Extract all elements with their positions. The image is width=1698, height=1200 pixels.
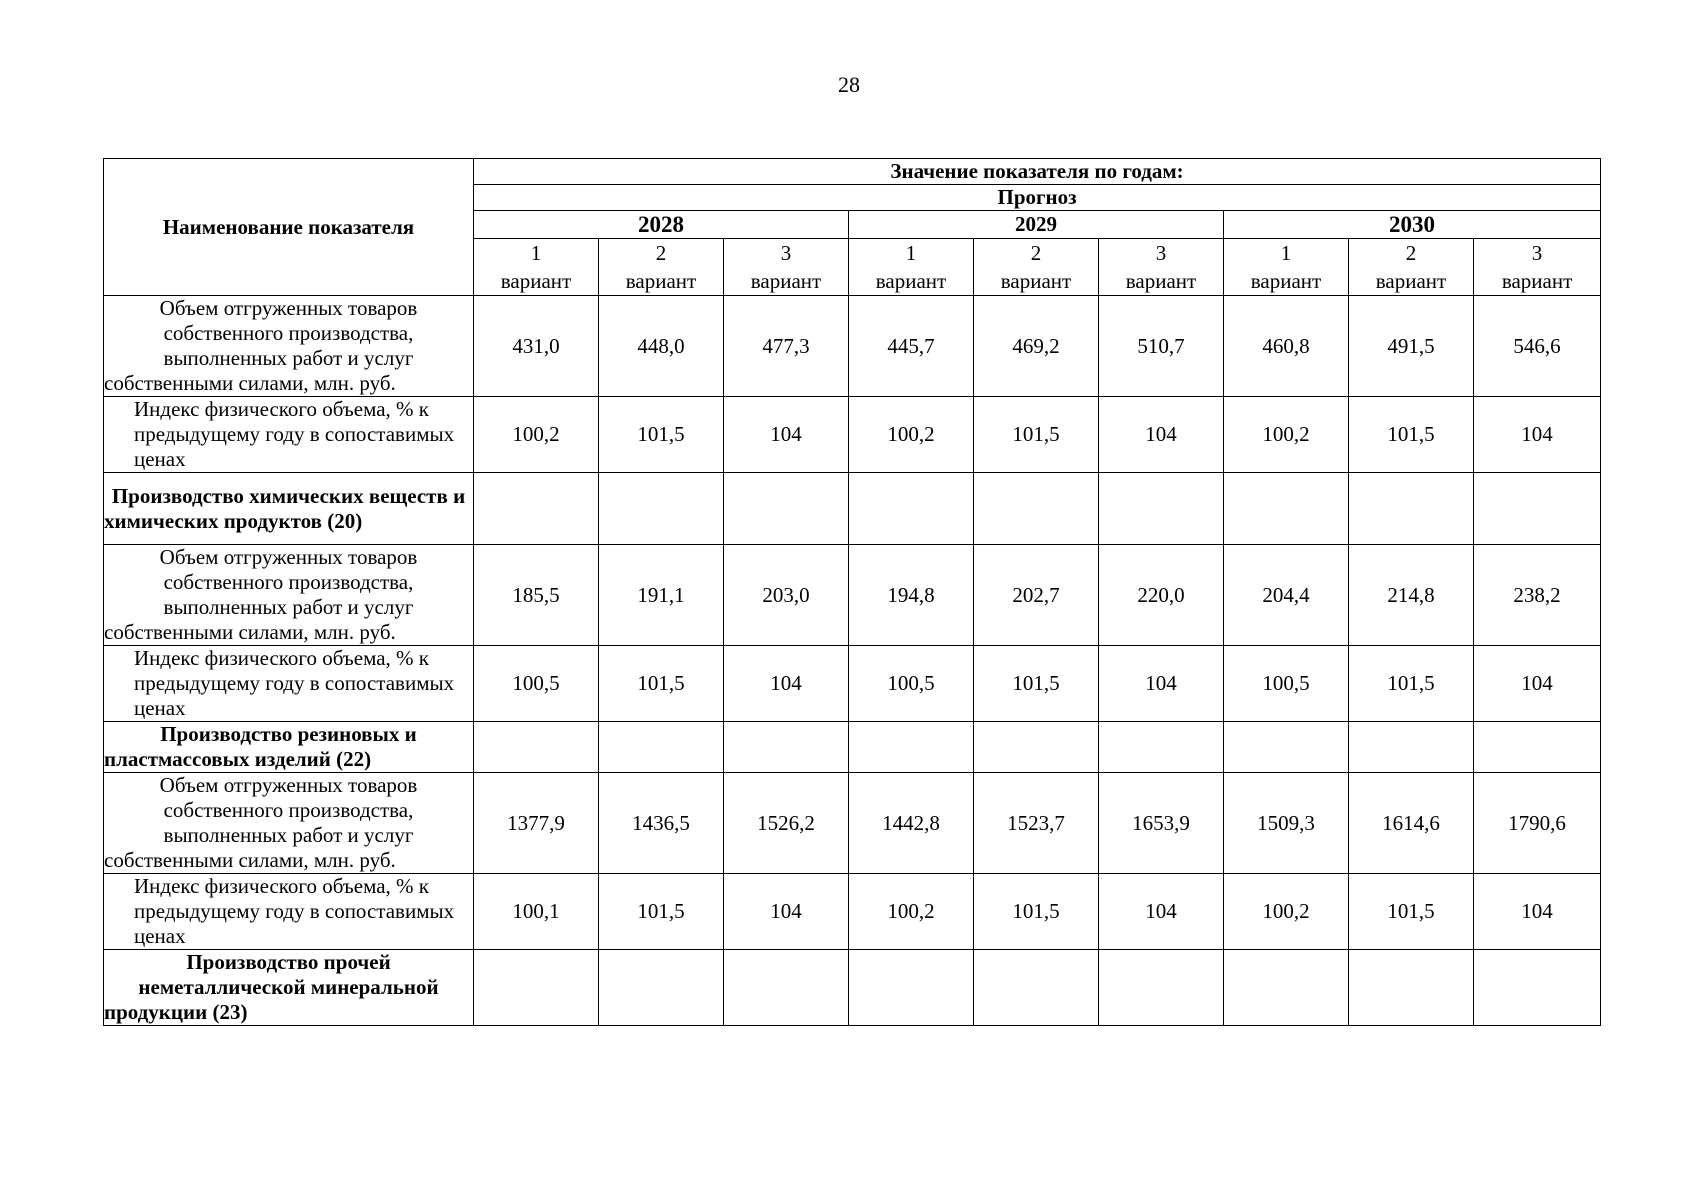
variant-header <box>599 239 724 296</box>
table-row <box>104 473 1601 545</box>
value-cell: 448,0 <box>599 296 724 397</box>
value-cell: 191,1 <box>599 545 724 646</box>
value-cell: 101,5 <box>974 646 1099 722</box>
table-row <box>104 646 1601 722</box>
section-name: Производство резиновых и пластмассовых изделий (22) <box>104 722 474 773</box>
variant-number: 2 <box>1030 241 1042 265</box>
value-cell: 100,2 <box>1224 874 1349 950</box>
variant-label: вариант <box>500 269 572 293</box>
value-cell: 100,2 <box>474 397 599 473</box>
variant-number: 2 <box>655 241 667 265</box>
value-cell <box>1349 473 1474 545</box>
value-cell: 214,8 <box>1349 545 1474 646</box>
variant-number: 1 <box>1280 241 1292 265</box>
indicator-name: Индекс физического объема, % к предыдущему году в сопоставимых ценах <box>104 646 474 722</box>
value-cell <box>599 950 724 1026</box>
value-cell <box>1099 473 1224 545</box>
value-cell: 104 <box>1099 397 1224 473</box>
value-cell: 460,8 <box>1224 296 1349 397</box>
values-by-year-header: Значение показателя по годам: <box>474 159 1601 185</box>
value-cell <box>1474 722 1601 773</box>
value-cell <box>1224 950 1349 1026</box>
value-cell: 101,5 <box>1349 874 1474 950</box>
variant-header <box>974 239 1099 296</box>
variant-label: вариант <box>750 269 822 293</box>
value-cell <box>1349 950 1474 1026</box>
value-cell: 104 <box>1474 874 1601 950</box>
table-row <box>104 296 1601 397</box>
value-cell: 104 <box>1474 397 1601 473</box>
value-cell: 202,7 <box>974 545 1099 646</box>
value-cell <box>599 722 724 773</box>
value-cell <box>974 473 1099 545</box>
variant-label: вариант <box>1125 269 1197 293</box>
value-cell: 1523,7 <box>974 773 1099 874</box>
value-cell: 491,5 <box>1349 296 1474 397</box>
value-cell <box>474 950 599 1026</box>
forecast-header: Прогноз <box>474 185 1601 211</box>
value-cell: 100,5 <box>849 646 974 722</box>
value-cell <box>1349 722 1474 773</box>
value-cell: 104 <box>1474 646 1601 722</box>
value-cell: 194,8 <box>849 545 974 646</box>
value-cell: 1442,8 <box>849 773 974 874</box>
value-cell: 546,6 <box>1474 296 1601 397</box>
value-cell: 510,7 <box>1099 296 1224 397</box>
value-cell <box>1224 722 1349 773</box>
variant-header <box>474 239 599 296</box>
value-cell: 431,0 <box>474 296 599 397</box>
value-cell: 1526,2 <box>724 773 849 874</box>
value-cell: 1614,6 <box>1349 773 1474 874</box>
value-cell: 100,5 <box>1224 646 1349 722</box>
indicator-name: Объем отгруженных товаров собственного производства, выполненных работ и услуг собственными силами, млн. руб. <box>104 296 474 397</box>
value-cell: 101,5 <box>599 874 724 950</box>
variant-number: 1 <box>530 241 542 265</box>
value-cell: 100,1 <box>474 874 599 950</box>
variant-label: вариант <box>1250 269 1322 293</box>
value-cell: 185,5 <box>474 545 599 646</box>
value-cell: 445,7 <box>849 296 974 397</box>
variant-header <box>849 239 974 296</box>
value-cell: 101,5 <box>599 646 724 722</box>
variant-label: вариант <box>1375 269 1447 293</box>
value-cell: 101,5 <box>974 874 1099 950</box>
indicator-name: Объем отгруженных товаров собственного производства, выполненных работ и услуг собственными силами, млн. руб. <box>104 545 474 646</box>
table-row <box>104 950 1601 1026</box>
value-cell: 101,5 <box>1349 646 1474 722</box>
value-cell <box>974 950 1099 1026</box>
value-cell <box>849 473 974 545</box>
variant-number: 3 <box>780 241 792 265</box>
value-cell: 1653,9 <box>1099 773 1224 874</box>
name-column-header: Наименование показателя <box>104 159 474 296</box>
value-cell: 1790,6 <box>1474 773 1601 874</box>
year-header: 2029 <box>849 211 1224 239</box>
value-cell <box>849 722 974 773</box>
variant-header <box>1349 239 1474 296</box>
variant-header <box>1474 239 1601 296</box>
value-cell: 101,5 <box>974 397 1099 473</box>
value-cell <box>474 722 599 773</box>
value-cell: 238,2 <box>1474 545 1601 646</box>
value-cell: 220,0 <box>1099 545 1224 646</box>
value-cell: 101,5 <box>1349 397 1474 473</box>
variant-label: вариант <box>1000 269 1072 293</box>
table-row <box>104 874 1601 950</box>
value-cell <box>1474 950 1601 1026</box>
value-cell <box>1474 473 1601 545</box>
value-cell: 100,2 <box>1224 397 1349 473</box>
value-cell: 477,3 <box>724 296 849 397</box>
variant-number: 1 <box>905 241 917 265</box>
year-header: 2030 <box>1224 211 1601 239</box>
value-cell <box>599 473 724 545</box>
value-cell: 104 <box>1099 874 1224 950</box>
indicator-name: Объем отгруженных товаров собственного производства, выполненных работ и услуг собственными силами, млн. руб. <box>104 773 474 874</box>
value-cell <box>1099 722 1224 773</box>
value-cell: 100,2 <box>849 397 974 473</box>
variant-number: 3 <box>1531 241 1543 265</box>
value-cell <box>724 950 849 1026</box>
value-cell: 204,4 <box>1224 545 1349 646</box>
value-cell: 1377,9 <box>474 773 599 874</box>
variant-label: вариант <box>1501 269 1573 293</box>
value-cell: 1436,5 <box>599 773 724 874</box>
forecast-table <box>103 158 1601 1026</box>
table-row <box>104 773 1601 874</box>
variant-label: вариант <box>625 269 697 293</box>
indicator-name: Индекс физического объема, % к предыдущему году в сопоставимых ценах <box>104 874 474 950</box>
value-cell <box>724 473 849 545</box>
value-cell: 104 <box>724 397 849 473</box>
value-cell: 100,2 <box>849 874 974 950</box>
table-row <box>104 397 1601 473</box>
table-row <box>104 722 1601 773</box>
value-cell: 104 <box>724 646 849 722</box>
variant-number: 2 <box>1405 241 1417 265</box>
variant-header <box>1224 239 1349 296</box>
value-cell <box>474 473 599 545</box>
variant-label: вариант <box>875 269 947 293</box>
year-header: 2028 <box>474 211 849 239</box>
value-cell: 203,0 <box>724 545 849 646</box>
indicator-name: Индекс физического объема, % к предыдущему году в сопоставимых ценах <box>104 397 474 473</box>
value-cell: 104 <box>724 874 849 950</box>
value-cell: 101,5 <box>599 397 724 473</box>
table-row <box>104 545 1601 646</box>
value-cell: 469,2 <box>974 296 1099 397</box>
section-name: Производство прочей неметаллической минеральной продукции (23) <box>104 950 474 1026</box>
section-name: Производство химических веществ и химических продуктов (20) <box>104 473 474 545</box>
value-cell: 100,5 <box>474 646 599 722</box>
value-cell <box>1224 473 1349 545</box>
value-cell <box>1099 950 1224 1026</box>
value-cell: 104 <box>1099 646 1224 722</box>
variant-header <box>1099 239 1224 296</box>
value-cell <box>849 950 974 1026</box>
value-cell <box>724 722 849 773</box>
value-cell: 1509,3 <box>1224 773 1349 874</box>
variant-number: 3 <box>1155 241 1167 265</box>
variant-header <box>724 239 849 296</box>
value-cell <box>974 722 1099 773</box>
page-number: 28 <box>838 72 860 97</box>
